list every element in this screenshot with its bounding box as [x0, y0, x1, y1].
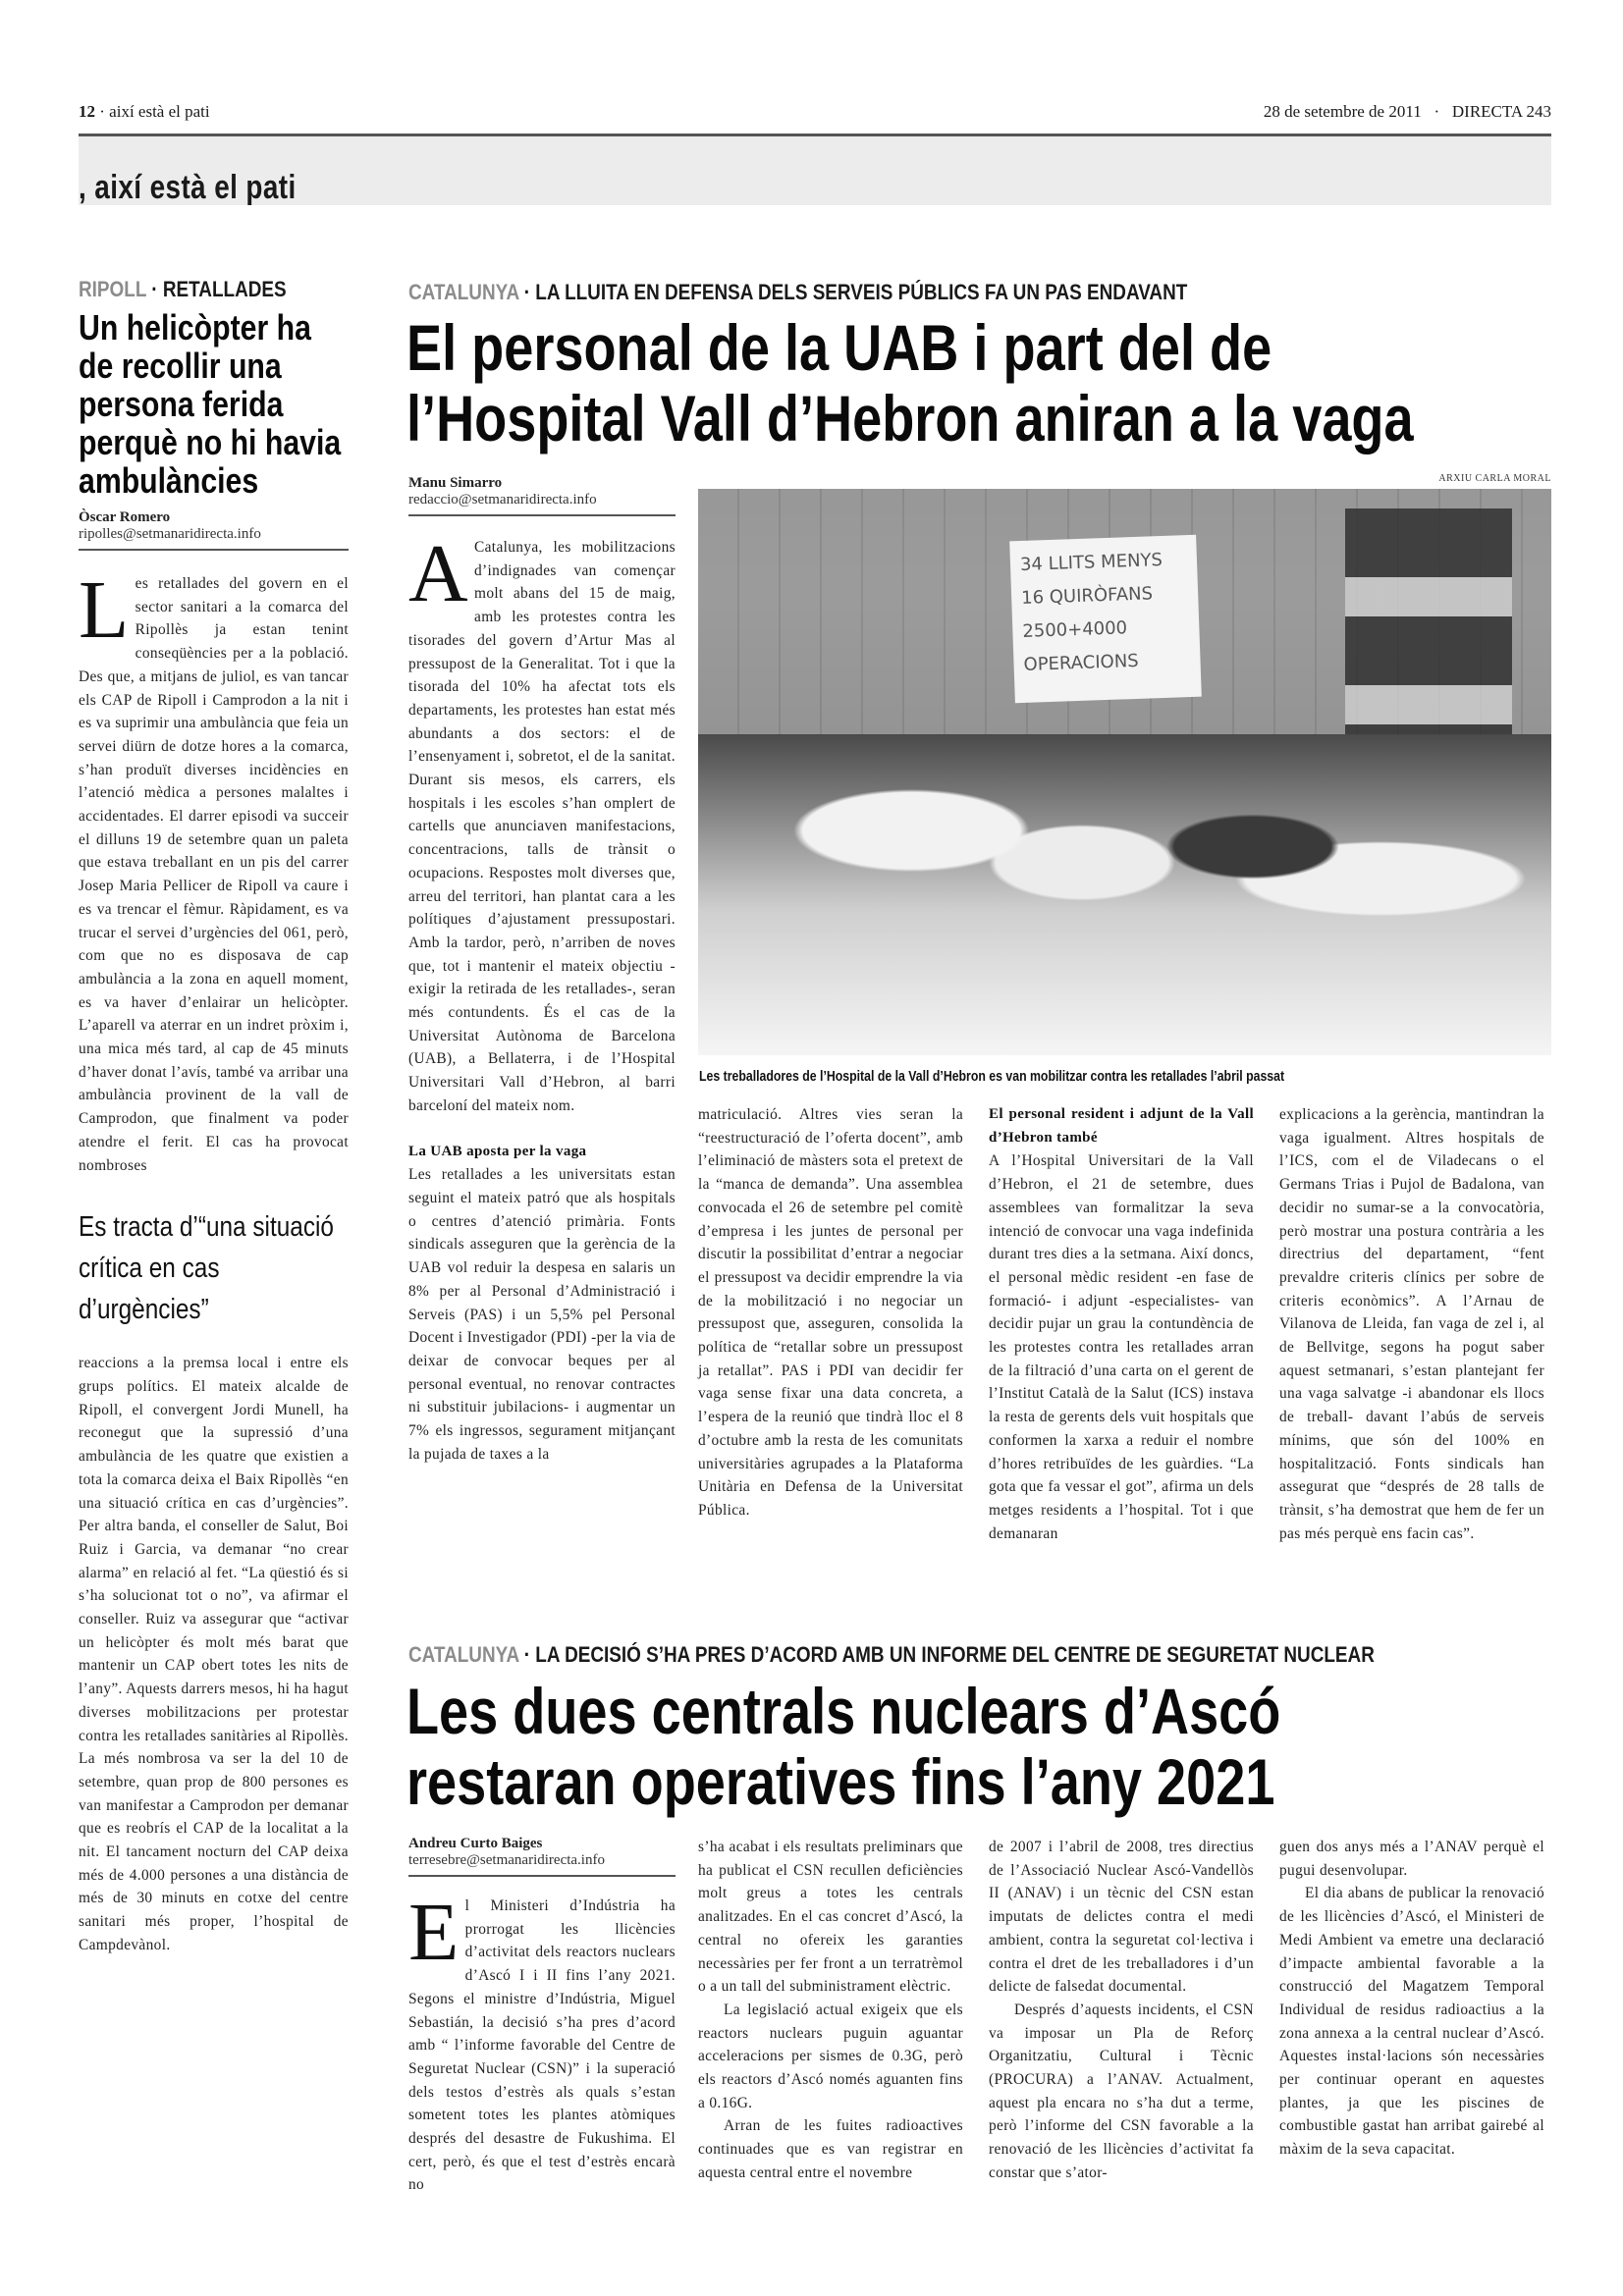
byline-rule	[79, 549, 349, 551]
paragraph: s’ha acabat i els resultats preliminars que ha publicat el CSN recullen deficiències molt greus a totes les centrals analitzades. En el cas concret d’Ascó, la central no ofereix les garanties necessàries per fer front a un terratrèmol o a un tall del subministrament elèctric.	[698, 1839, 963, 1996]
paragraph: La legislació actual exigeix que els reactors nuclears puguin aguantar acceleracions per sismes de 0.3G, però els reactors d’Ascó només aguanten fins a 0.16G.	[698, 2001, 963, 2111]
running-header-right	[1264, 102, 1551, 122]
headline-line: El personal de la UAB i part del de	[406, 311, 1272, 384]
main-article-kicker	[408, 280, 1187, 305]
subhead: El personal resident i adjunt de la Vall d’Hebron també	[989, 1106, 1254, 1146]
issue-date: 28 de setembre de 2011	[1263, 102, 1422, 121]
kicker-topic: LA LLUITA EN DEFENSA DELS SERVEIS PÚBLICS FA UN PAS ENDAVANT	[535, 280, 1188, 304]
headline-line: Les dues centrals nuclears d’Ascó	[406, 1675, 1281, 1747]
nuclear-article-column-4	[1279, 1836, 1544, 2162]
side-article	[79, 277, 349, 1957]
photo-crowd	[698, 734, 1551, 1055]
kicker-separator: ·	[146, 277, 163, 301]
page-number: 12	[79, 102, 95, 121]
issue-number: DIRECTA 243	[1451, 102, 1551, 121]
side-article-byline	[79, 509, 349, 551]
paragraph: Després d’aquests incidents, el CSN va imposar un Pla de Reforç Organitzatiu, Cultural i Tècnic (PROCURA) a l’ANAV. Actualment, aquest pla encara no s’ha dut a terme, però l’informe del CSN favorable a la renovació de les llicències d’activitat fa constar que s’ator-	[989, 2001, 1254, 2181]
kicker-separator: ·	[518, 1642, 536, 1667]
photo-caption: Les treballadores de l’Hospital de la Vall d’Hebron es van mobilitzar contra les retallades l’abril passat	[699, 1068, 1285, 1085]
nuclear-article-column-1	[408, 1887, 676, 2197]
paragraph: guen dos anys més a l’ANAV perquè el pugui desenvolupar.	[1279, 1839, 1544, 1879]
running-header	[79, 102, 1551, 124]
running-header-left	[79, 102, 210, 122]
paragraph: El dia abans de publicar la renovació de les llicències d’Ascó, el Ministeri de Medi Ambient va emetre una declaració d’impacte ambiental favorable a la construcció del Magatzem Temporal Individual de residus radioactius a la zona annexa a la central nuclear d’Ascó. Aquestes instal·lacions són necessàries per continuar operant en aquestes plantes, ja que les piscines de combustible gastat han arribat gairebé al màxim de la seva capacitat.	[1279, 1885, 1544, 2159]
author-name: Manu Simarro	[408, 475, 503, 491]
author-email[interactable]: ripolles@setmanaridirecta.info	[79, 526, 261, 542]
paragraph: explicacions a la gerència, mantindran la vaga igualment. Altres hospitals de l’ICS, com el de Viladecans o el Germans Trias i Pujol de Badalona, van decidir no sumar-se a la convocatòria, però mostrar una postura contrària a les directrius del departament, “fent prevaldre criteris clínics per sobre de criteris econòmics”. A l’Arnau de Vilanova de Lleida, fan vaga de zel i, al de Bellvitge, segons ha pogut saber aquest setmanari, s’estan plantejant fer una vaga salvatge -i abandonar els llocs de treball- davant l’abús de serveis mínims, que són del 100% en hospitalització. Fonts sindicals han assegurat que “després de 28 talls de trànsit, s’ha demostrat que hem de fer un pas més perquè ens facin cas”.	[1279, 1106, 1544, 1542]
side-article-body-continued	[79, 1352, 349, 1956]
subhead: La UAB aposta per la vaga	[408, 1143, 587, 1159]
paragraph: reaccions a la premsa local i entre els grups polítics. El mateix alcalde de Ripoll, el convergent Jordi Munell, ha reconegut que la supressió d’una ambulància de les quatre que existien a tota la comarca deixa el Baix Ripollès “en una situació crítica en cas d’urgències”. Per altra banda, el conseller de Salut, Boi Ruiz i Garcia, va demanar “no crear alarma” en relació al fet. “La qüestió és si s’ha solucionat tot o no”, va afirmar el conseller. Ruiz va assegurar que “activar un helicòpter és molt més barat que mantenir un CAP obert totes les nits de l’any”. Aquests darrers mesos, hi ha hagut diverses mobilitzacions per protestar contra les retallades sanitàries al Ripollès. La més nombrosa va ser la del 10 de setembre, quan prop de 800 persones es van manifestar a Camprodon per demanar que es reobrís el CAP de la localitat a la nit. El tancament nocturn del CAP deixa més de 4.000 persones a una distància de més de 30 minuts en cotxe del centre sanitari més proper, l’hospital de Campdevànol.	[79, 1355, 349, 1953]
paragraph: Catalunya, les mobilitzacions d’indignades van començar molt abans del 15 de maig, amb les protestes contra les tisorades del govern d’Artur Mas al pressupost de la Generalitat. Tot i que la tisorada del 10% ha afectat tots els departaments, les protestes han estat més abundants a dos sectors: el de l’ensenyament i, sobretot, el de la sanitat. Durant sis mesos, els carrers, els hospitals i les escoles s’han omplert de cartells que anunciaven manifestacions, concentracions, talls de trànsit o ocupacions. Respostes molt diverses que, arreu del territori, han plantat cara a les polítiques d’ajustament pressupostari. Amb la tardor, però, n’arriben de noves que, tot i mantenir el mateix objectiu -exigir la retirada de les retallades-, seran més contundents. És el cas de la Universitat Autònoma de Barcelona (UAB), a Bellaterra, i de l’Hospital Universitari Vall d’Hebron, al barri barceloní del mateix nom.	[408, 539, 676, 1114]
headline-line: l’Hospital Vall d’Hebron aniran a la vaga	[406, 382, 1414, 454]
section-band	[79, 136, 1551, 205]
paragraph: de 2007 i l’abril de 2008, tres directius de l’Associació Nuclear Ascó-Vandellòs II (ANAV) i un tècnic del CSN estan imputats de delictes contra el medi ambient, contra la seguretat col·lectiva i contra el dret de les treballadores i d’un delicte de falsedat documental.	[989, 1839, 1254, 1996]
kicker-topic: RETALLADES	[162, 277, 287, 301]
author-email[interactable]: redaccio@setmanaridirecta.info	[408, 492, 597, 507]
kicker-topic: LA DECISIÓ S’HA PRES D’ACORD AMB UN INFORME DEL CENTRE DE SEGURETAT NUCLEAR	[535, 1642, 1375, 1667]
nuclear-article-column-2	[698, 1836, 963, 2185]
nuclear-article-column-3	[989, 1836, 1254, 2185]
main-article-headline	[406, 312, 1534, 454]
byline-rule	[408, 1875, 676, 1877]
byline-rule	[408, 514, 676, 516]
nuclear-article-byline	[408, 1836, 676, 1877]
nuclear-article-headline	[406, 1676, 1534, 1817]
kicker-separator: ·	[518, 280, 536, 304]
main-article-column-3	[989, 1103, 1254, 1545]
pull-quote: Es tracta d’“una situació crítica en cas d’urgències”	[79, 1211, 334, 1326]
kicker-place: RIPOLL	[79, 277, 147, 301]
section-name: així està el pati	[109, 102, 210, 121]
section-title: , així està el pati	[79, 169, 297, 206]
headline-line: restaran operatives fins l’any 2021	[406, 1745, 1275, 1818]
paragraph: Les retallades a les universitats estan seguint el mateix patró que als hospitals o centres d’atenció primària. Fonts sindicals asseguren que la gerència de la UAB vol reduir la despesa en salaris un 8% per al Personal d’Administració i Serveis (PAS) i un 5,5% pel Personal Docent i Investigador (PDI) -per la via de deixar de convocar beques per al personal eventual, no renovar contractes ni substituir jubilacions- i augmentar un 7% els ingressos, segurament mitjançant la pujada de taxes a la	[408, 1166, 676, 1463]
protest-photo	[698, 489, 1551, 1055]
photo-credit: ARXIU CARLA MORAL	[1438, 473, 1551, 484]
photo-protest-banner: 34 LLITS MENYS 16 QUIRÒFANS 2500+4000 OPERACIONS	[1009, 535, 1202, 704]
nuclear-article-kicker	[408, 1642, 1375, 1668]
kicker-place: CATALUNYA	[408, 280, 519, 304]
side-article-body	[79, 564, 349, 1177]
kicker-place: CATALUNYA	[408, 1642, 519, 1667]
author-name: Òscar Romero	[79, 509, 171, 525]
paragraph: l Ministeri d’Indústria ha prorrogat les llicències d’activitat dels reactors nuclears d’Ascó I i II fins l’any 2021. Segons el ministre d’Indústria, Miguel Sebastián, la decisió s’ha pres d’acord amb “ l’informe favorable del Centre de Seguretat Nuclear (CSN)” i la superació dels testos d’estrès als quals s’estan sometent totes les plantes atòmiques després del desastre de Fukushima. El cert, però, és que el test d’estrès encarà no	[408, 1897, 676, 2194]
dropcap: L	[79, 564, 130, 656]
header-separator: ·	[1434, 102, 1440, 121]
main-article-column-1	[408, 528, 676, 1466]
paragraph: es retallades del govern en el sector sanitari a la comarca del Ripollès ja estan tenint conseqüències per a la població. Des que, a mitjans de juliol, es van tancar els CAP de Ripoll i Camprodon a la nit i es va suprimir una ambulància que feia un servei diürn de dotze hores a la comarca, s’han produït diverses incidències en l’atenció mèdica a persones malaltes i accidentades. El darrer episodi va succeir el dilluns 19 de setembre quan un paleta que estava treballant en un pis del carrer Josep Maria Pellicer de Ripoll va caure i es va trencar el fèmur. Ràpidament, es va trucar el servei d’urgències del 061, però, com que no es disposava de cap ambulància a la zona en aquell moment, es va haver d’enlairar un helicòpter. L’aparell va aterrar en un indret pròxim i, una mica més tard, al cap de 45 minuts d’haver donat l’avís, també va arribar una ambulància provinent de la vall de Camprodon, que finalment va poder atendre el ferit. El cas ha provocat nombroses	[79, 575, 349, 1174]
side-article-headline: Un helicòpter ha de recollir una persona ferida perquè no hi havia ambulàncies	[79, 307, 342, 501]
main-article-byline	[408, 475, 676, 516]
paragraph: Arran de les fuites radioactives continuades que es van registrar en aquesta central entre el novembre	[698, 2117, 963, 2181]
dropcap: E	[408, 1887, 460, 1978]
author-name: Andreu Curto Baiges	[408, 1836, 543, 1851]
author-email[interactable]: terresebre@setmanaridirecta.info	[408, 1852, 605, 1868]
header-bullet: ·	[99, 102, 105, 121]
main-article-column-2	[698, 1103, 963, 1522]
paragraph: matriculació. Altres vies seran la “reestructuració de l’oferta docent”, amb l’eliminació de màsters sota el pretext de la “manca de demanda”. Una assemblea convocada el 26 de setembre pel comitè d’empresa i les juntes de personal per discutir la possibilitat d’entrar a negociar el pressupost va decidir emprendre la via de la mobilització i no negociar un pressupost que, asseguren, consolida la política de “retallar sobre un pressupost ja retallat”. PAS i PDI van decidir fer vaga sense fixar una data concreta, a l’espera de la reunió que tindrà lloc el 8 d’octubre amb la resta de les comunitats universitàries agrupades a la Plataforma Unitària en Defensa de la Universitat Pública.	[698, 1106, 963, 1519]
dropcap: A	[408, 528, 469, 619]
paragraph: A l’Hospital Universitari de la Vall d’Hebron, el 21 de setembre, dues assemblees van formalitzar la seva intenció de convocar una vaga indefinida durant tres dies a la setmana. Així doncs, el personal mèdic resident -en fase de formació- i adjunt -especialistes- van decidir pujar un grau la contundència de les protestes contra les retallades arran de la filtració d’una carta on el gerent de l’Institut Català de la Salut (ICS) instava la resta de gerents dels vuit hospitals que conformen la xarxa a reduir el nombre d’hores retribuïdes de les guàrdies. “La gota que fa vessar el got”, afirma un dels metges residents a l’hospital. Tot i que demanaran	[989, 1152, 1254, 1542]
side-article-kicker	[79, 277, 311, 302]
main-article-column-4	[1279, 1103, 1544, 1545]
